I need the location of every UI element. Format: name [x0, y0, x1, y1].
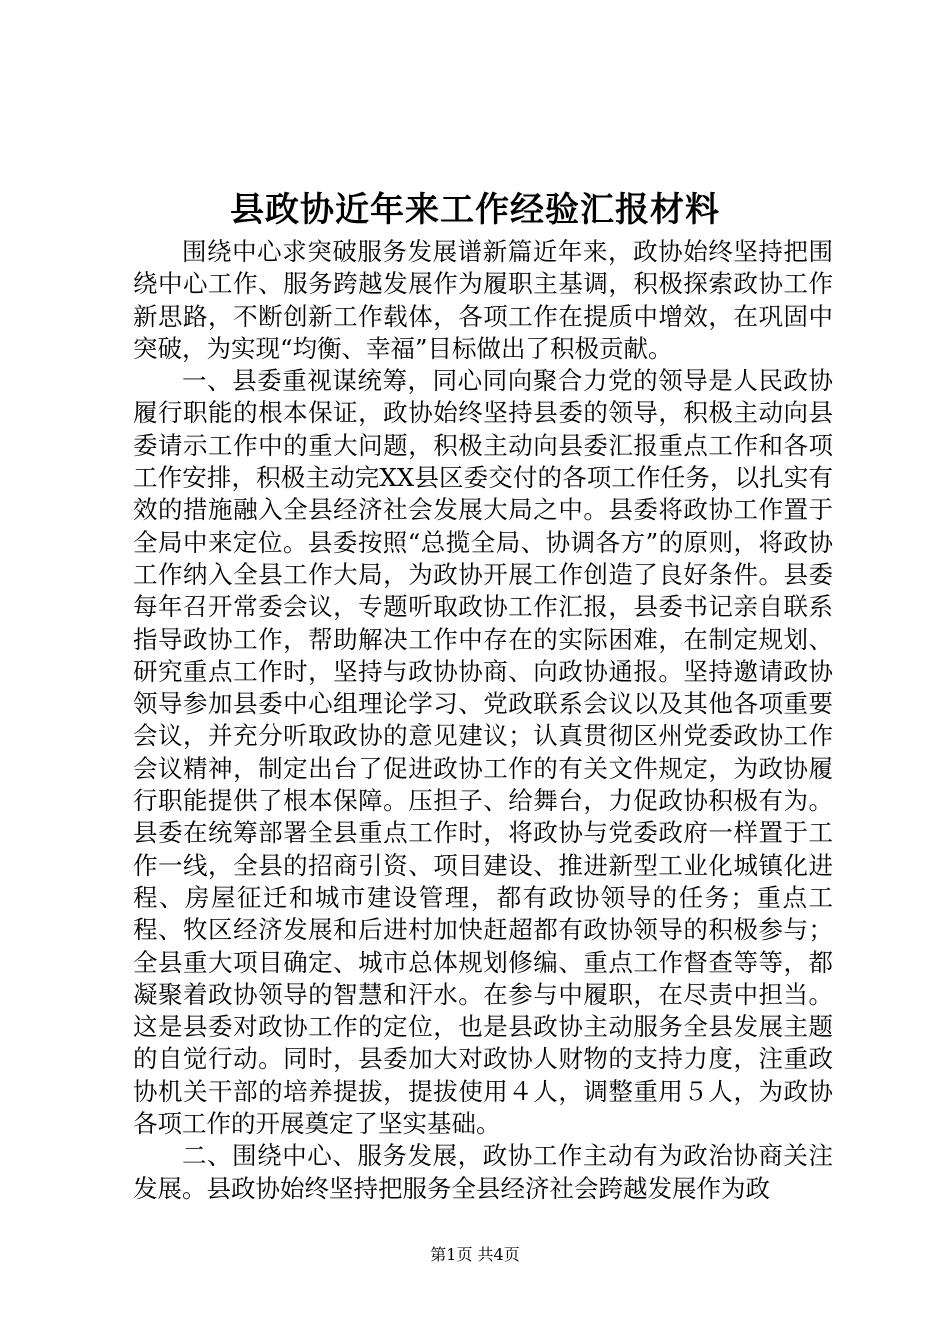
page-number-footer: 第1页 共4页 [430, 1245, 520, 1264]
document-body [133, 236, 833, 1205]
paragraph-intro: 围绕中心求突破服务发展谱新篇近年来，政协始终坚持把围绕中心工作、服务跨越发展作为履职主基调，积极探索政协工作新思路，不断创新工作载体，各项工作在提质中增效，在巩固中突破，为实现“均衡、幸福”目标做出了积极贡献。 [133, 237, 833, 363]
document-title: 县政协近年来工作经验汇报材料 [230, 190, 720, 230]
paragraph-section-1: 一、县委重视谋统筹，同心同向聚合力党的领导是人民政协履行职能的根本保证，政协始终坚持县委的领导，积极主动向县委请示工作中的重大问题，积极主动向县委汇报重点工作和各项工作安排，积极主动完XX县区委交付的各项工作任务，以扎实有效的措施融入全县经济社会发展大局之中。县委将政协工作置于全局中来定位。县委按照“总揽全局、协调各方”的原则，将政协工作纳入全县工作大局，为政协开展工作创造了良好条件。县委每年召开常委会议，专题听取政协工作汇报，县委书记亲自联系指导政协工作，帮助解决工作中存在的实际困难，在制定规划、研究重点工作时，坚持与政协协商、向政协通报。坚持邀请政协领导参加县委中心组理论学习、党政联系会议以及其他各项重要会议，并充分听取政协的意见建议；认真贯彻区州党委政协工作会议精神，制定出台了促进政协工作的有关文件规定，为政协履行职能提供了根本保障。压担子、给舞台，力促政协积极有为。县委在统筹部署全县重点工作时，将政协与党委政府一样置于工作一线，全县的招商引资、项目建设、推进新型工业化城镇化进程、房屋征迁和城市建设管理，都有政协领导的任务；重点工程、牧区经济发展和后进村加快赶超都有政协领导的积极参与；全县重大项目确定、城市总体规划修编、重点工作督查等等，都凝聚着政协领导的智慧和汗水。在参与中履职，在尽责中担当。这是县委对政协工作的定位，也是县政协主动服务全县发展主题的自觉行动。同时，县委加大对政协人财物的支持力度，注重政协机关干部的培养提拔，提拔使用４人，调整重用５人，为政协各项工作的开展奠定了坚实基础。 [133, 366, 833, 1139]
paragraph-section-2: 二、围绕中心、服务发展，政协工作主动有为政治协商关注发展。县政协始终坚持把服务全县经济社会跨越发展作为政 [133, 1141, 833, 1203]
